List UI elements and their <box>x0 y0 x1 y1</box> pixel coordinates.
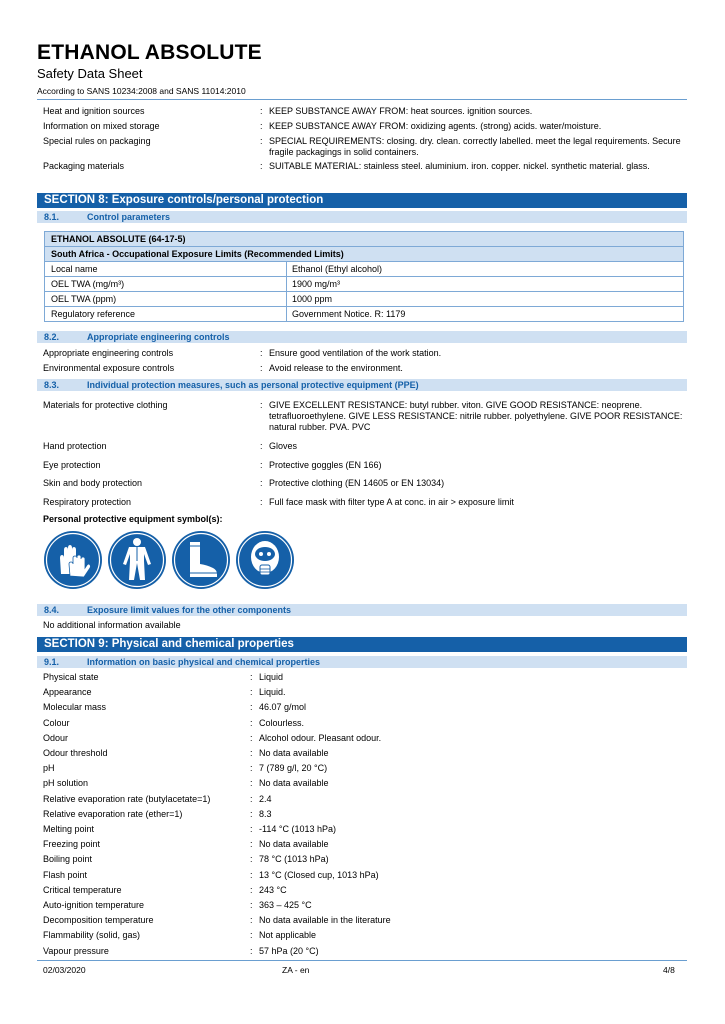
subsection-number: 8.4. <box>44 605 60 615</box>
row-label: Decomposition temperature <box>43 915 154 926</box>
table-limits-header: South Africa - Occupational Exposure Limits (Recommended Limits) <box>45 247 683 262</box>
subsection-number: 8.3. <box>44 380 60 390</box>
row-label: Packaging materials <box>43 161 125 171</box>
row-value: Ensure good ventilation of the work station. <box>269 348 442 358</box>
row-value: Liquid. <box>259 687 286 698</box>
subsection-number: 8.1. <box>44 212 60 222</box>
table-cell-value: 1900 mg/m³ <box>292 279 341 289</box>
subsection-title: Information on basic physical and chemical properties <box>87 657 321 667</box>
subsection-title: Individual protection measures, such as personal protective equipment (PPE) <box>87 380 419 390</box>
no-additional-info: No additional information available <box>43 620 181 630</box>
row-label: Melting point <box>43 824 95 834</box>
row-value: Full face mask with filter type A at conc. in air > exposure limit <box>269 497 514 507</box>
row-label: Respiratory protection <box>43 497 132 507</box>
row-separator: : <box>250 672 253 682</box>
row-value: 2.4 <box>259 793 272 804</box>
section-title: SECTION 8: Exposure controls/personal protection <box>44 194 324 206</box>
protective-suit-icon <box>107 530 167 590</box>
row-value: Protective goggles (EN 166) <box>269 460 382 470</box>
row-label: Relative evaporation rate (ether=1) <box>43 808 183 819</box>
subsection-8-4-header <box>37 604 687 616</box>
row-value: No data available <box>259 778 329 789</box>
row-value: KEEP SUBSTANCE AWAY FROM: oxidizing agents. (strong) acids. water/moisture. <box>269 121 602 131</box>
row-value: Protective clothing (EN 14605 or EN 13034) <box>269 478 445 488</box>
table-cell-value: Government Notice. R: 1179 <box>292 309 406 319</box>
table-cell-key: Local name <box>51 264 98 274</box>
row-separator: : <box>260 400 263 410</box>
footer-date: 02/03/2020 <box>43 965 86 975</box>
row-separator: : <box>250 900 253 910</box>
row-separator: : <box>260 121 263 131</box>
row-separator: : <box>260 441 263 451</box>
row-label: Appearance <box>43 687 92 698</box>
row-value: -114 °C (1013 hPa) <box>259 824 336 834</box>
subsection-title: Control parameters <box>87 212 171 222</box>
row-value: Alcohol odour. Pleasant odour. <box>259 732 382 743</box>
row-separator: : <box>250 717 253 728</box>
row-separator: : <box>250 732 253 743</box>
footer-locale: ZA - en <box>282 965 310 975</box>
row-separator: : <box>250 824 253 834</box>
row-label: Odour <box>43 732 69 743</box>
row-value: 7 (789 g/l, 20 °C) <box>259 763 328 774</box>
row-label: Relative evaporation rate (butylacetate=1) <box>43 793 211 804</box>
row-label: Flash point <box>43 869 88 880</box>
row-label: Special rules on packaging <box>43 136 151 146</box>
row-label: pH solution <box>43 778 89 789</box>
document-subtitle: Safety Data Sheet <box>37 66 143 81</box>
row-separator: : <box>250 687 253 698</box>
row-separator: : <box>260 363 263 373</box>
row-separator: : <box>250 702 253 713</box>
row-label: Flammability (solid, gas) <box>43 930 141 941</box>
row-label: Environmental exposure controls <box>43 363 175 373</box>
subsection-title: Exposure limit values for the other components <box>87 605 292 615</box>
row-value: Colourless. <box>259 717 305 728</box>
row-value: 243 °C <box>259 884 287 895</box>
row-separator: : <box>260 478 263 488</box>
row-label: Heat and ignition sources <box>43 106 145 116</box>
header-divider <box>37 99 687 100</box>
regulation-reference: According to SANS 10234:2008 and SANS 11014:2010 <box>37 86 246 96</box>
row-value: 363 – 425 °C <box>259 900 312 910</box>
table-column-divider <box>286 277 287 291</box>
table-row <box>45 307 683 321</box>
row-separator: : <box>260 161 263 171</box>
row-separator: : <box>250 778 253 789</box>
subsection-8-1-header <box>37 211 687 223</box>
row-value: SPECIAL REQUIREMENTS: closing. dry. clean. correctly labelled. meet the legal requirements. Secure fragile packagings in solid containers. <box>269 136 681 157</box>
row-value: Not applicable <box>259 930 317 941</box>
row-separator: : <box>260 348 263 358</box>
full-face-mask-icon <box>235 530 295 590</box>
footer-page-number: 4/8 <box>663 965 675 975</box>
section-9-header <box>37 637 687 652</box>
table-substance-header: ETHANOL ABSOLUTE (64-17-5) <box>45 232 683 247</box>
row-separator: : <box>250 793 253 804</box>
footer-divider <box>37 960 687 961</box>
row-separator: : <box>250 945 253 956</box>
row-value: Avoid release to the environment. <box>269 363 403 373</box>
row-separator: : <box>260 106 263 116</box>
subsection-title: Appropriate engineering controls <box>87 332 230 342</box>
subsection-9-1-header <box>37 656 687 668</box>
row-separator: : <box>250 748 253 758</box>
exposure-limits-table <box>44 231 684 322</box>
row-separator: : <box>260 497 263 507</box>
subsection-8-3-header <box>37 379 687 391</box>
row-label: Physical state <box>43 672 99 682</box>
row-value: Gloves <box>269 441 298 451</box>
row-label: Hand protection <box>43 441 107 451</box>
table-cell-key: OEL TWA (ppm) <box>51 294 117 304</box>
row-label: Critical temperature <box>43 884 122 895</box>
row-value: SUITABLE MATERIAL: stainless steel. aluminium. iron. copper. nickel. synthetic material. glass. <box>269 161 650 171</box>
row-label: Materials for protective clothing <box>43 400 168 410</box>
table-column-divider <box>286 262 287 276</box>
row-value: 46.07 g/mol <box>259 702 307 713</box>
row-value: 8.3 <box>259 808 272 819</box>
table-column-divider <box>286 292 287 306</box>
row-separator: : <box>250 808 253 819</box>
section-8-header <box>37 193 687 208</box>
row-label: Odour threshold <box>43 748 108 758</box>
gloves-icon <box>43 530 103 590</box>
row-label: pH <box>43 763 55 774</box>
row-separator: : <box>250 763 253 774</box>
row-label: Skin and body protection <box>43 478 143 488</box>
row-value: Liquid <box>259 672 284 682</box>
row-label: Molecular mass <box>43 702 107 713</box>
subsection-8-2-header <box>37 331 687 343</box>
row-label: Auto-ignition temperature <box>43 900 145 910</box>
row-value: 13 °C (Closed cup, 1013 hPa) <box>259 869 379 880</box>
row-value: 78 °C (1013 hPa) <box>259 854 329 865</box>
document-title: ETHANOL ABSOLUTE <box>37 41 262 64</box>
row-separator: : <box>250 839 253 850</box>
row-value: 57 hPa (20 °C) <box>259 945 319 956</box>
row-value: KEEP SUBSTANCE AWAY FROM: heat sources. ignition sources. <box>269 106 533 116</box>
row-value: No data available in the literature <box>259 915 391 926</box>
row-separator: : <box>250 915 253 926</box>
row-separator: : <box>250 854 253 865</box>
table-column-divider <box>286 307 287 321</box>
row-label: Freezing point <box>43 839 101 850</box>
table-cell-value: Ethanol (Ethyl alcohol) <box>292 264 383 274</box>
row-separator: : <box>260 460 263 470</box>
table-row <box>45 292 683 307</box>
row-separator: : <box>250 869 253 880</box>
section-title: SECTION 9: Physical and chemical properties <box>44 638 294 650</box>
table-cell-key: Regulatory reference <box>51 309 136 319</box>
table-cell-key: OEL TWA (mg/m³) <box>51 279 125 289</box>
row-value: No data available <box>259 839 329 850</box>
safety-boots-icon <box>171 530 231 590</box>
table-row <box>45 262 683 277</box>
row-value: GIVE EXCELLENT RESISTANCE: butyl rubber. viton. GIVE GOOD RESISTANCE: neoprene. tetrafluoroethylene. GIVE LESS RESISTANCE: nitrile rubber. polyethylene. GIVE POOR RESISTANCE: natural rubber. PVA. PVC <box>269 400 683 432</box>
row-label: Eye protection <box>43 460 101 470</box>
row-separator: : <box>250 884 253 895</box>
row-label: Appropriate engineering controls <box>43 348 174 358</box>
table-cell-value: 1000 ppm <box>292 294 333 304</box>
subsection-number: 8.2. <box>44 332 60 342</box>
table-row <box>45 277 683 292</box>
row-label: Boiling point <box>43 854 93 865</box>
row-label: Vapour pressure <box>43 945 109 956</box>
subsection-number: 9.1. <box>44 657 60 667</box>
row-separator: : <box>260 136 263 146</box>
ppe-symbols-title: Personal protective equipment symbol(s): <box>43 514 223 524</box>
row-separator: : <box>250 930 253 941</box>
row-value: No data available <box>259 748 329 758</box>
row-label: Colour <box>43 717 70 728</box>
row-label: Information on mixed storage <box>43 121 160 131</box>
